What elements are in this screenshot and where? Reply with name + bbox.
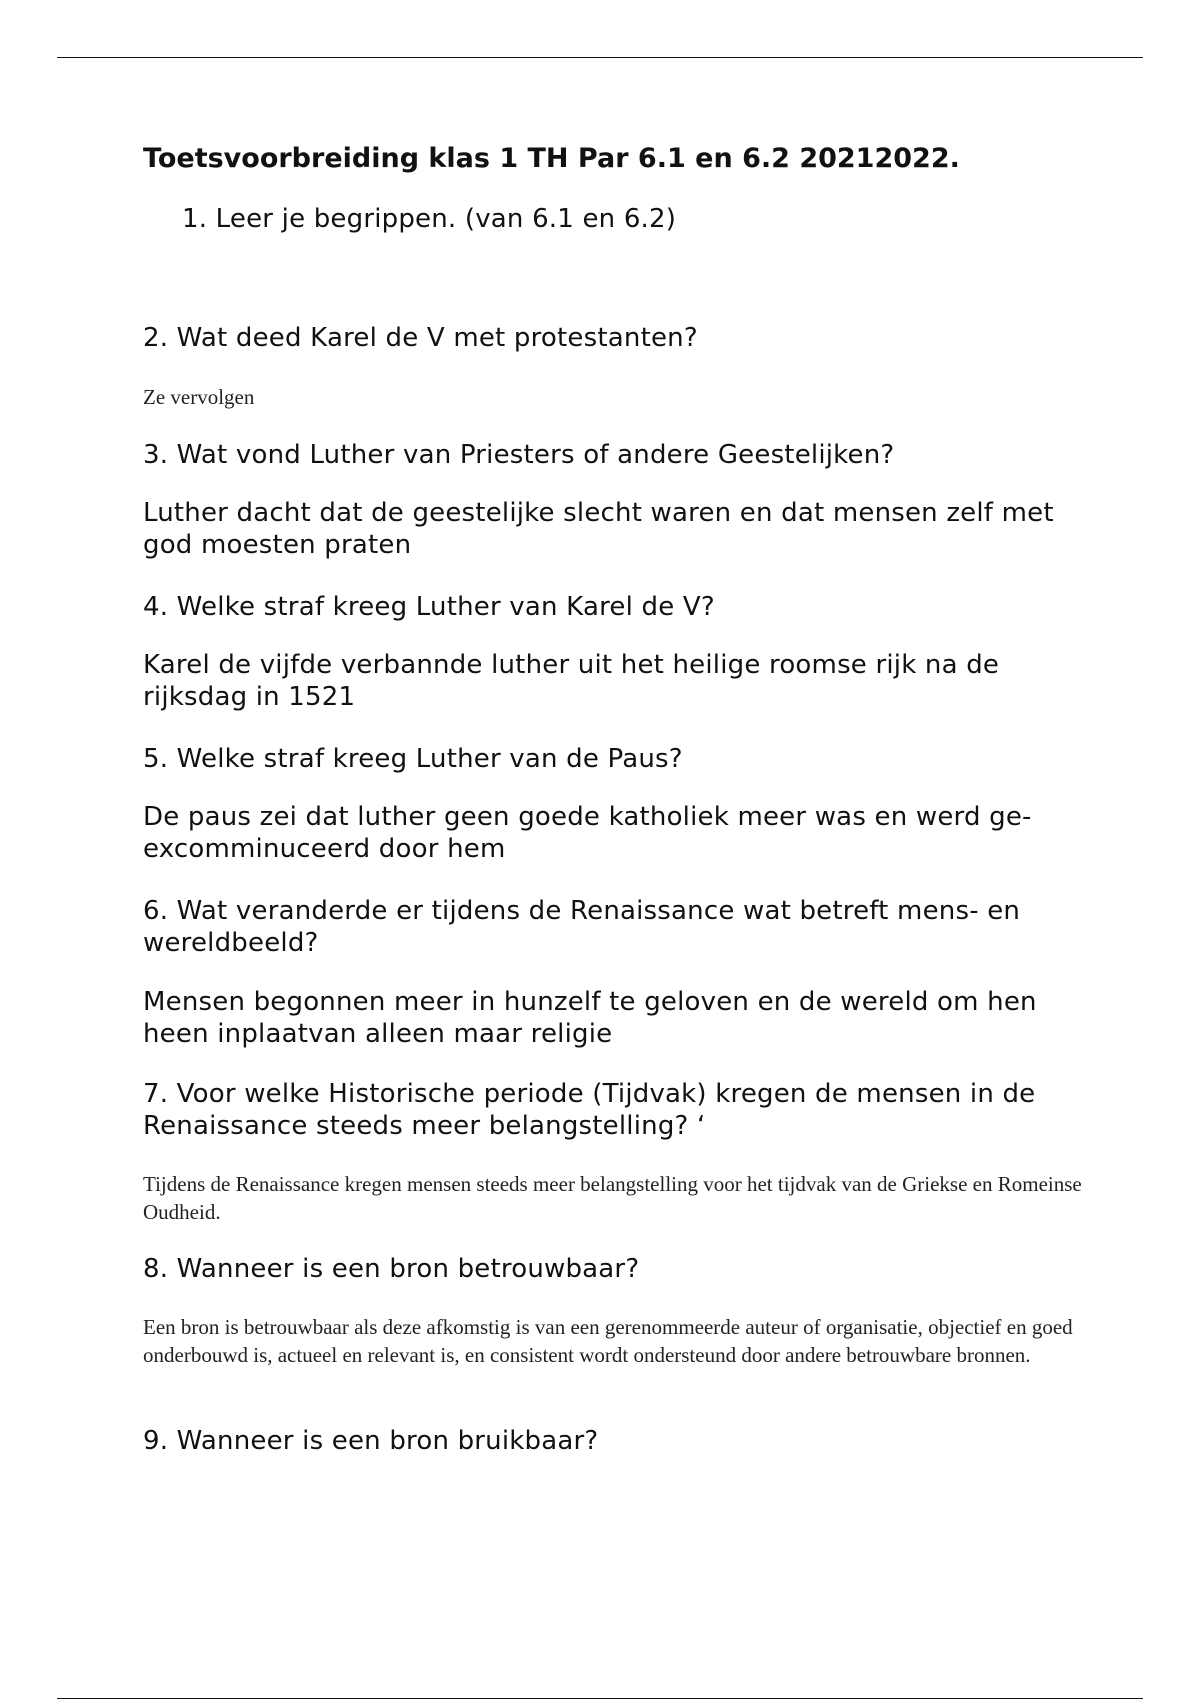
answer-4: Karel de vijfde verbannde luther uit het heilige roomse rijk na de rijksdag in 1521	[143, 650, 1000, 712]
document-title: Toetsvoorbreiding klas 1 TH Par 6.1 en 6.2 20212022.	[143, 143, 960, 174]
item-1-text: 1. Leer je begrippen. (van 6.1 en 6.2)	[182, 204, 677, 234]
question-2: 2. Wat deed Karel de V met protestanten?	[143, 323, 698, 353]
answer-3: Luther dacht dat de geestelijke slecht waren en dat mensen zelf met god moesten praten	[143, 498, 1054, 560]
top-rule	[57, 57, 1143, 58]
question-8: 8. Wanneer is een bron betrouwbaar?	[143, 1254, 640, 1284]
bottom-rule	[57, 1698, 1143, 1699]
question-9: 9. Wanneer is een bron bruikbaar?	[143, 1426, 599, 1456]
answer-6: Mensen begonnen meer in hunzelf te geloven en de wereld om hen heen inplaatvan alleen maar religie	[143, 987, 1037, 1049]
answer-5: De paus zei dat luther geen goede katholiek meer was en werd ge-excomminuceerd door hem	[143, 802, 1032, 864]
answer-7: Tijdens de Renaissance kregen mensen steeds meer belangstelling voor het tijdvak van de Griekse en Romeinse Oudheid.	[143, 1172, 1082, 1224]
question-7: 7. Voor welke Historische periode (Tijdvak) kregen de mensen in de Renaissance steeds meer belangstelling? ‘	[143, 1079, 1036, 1141]
question-4: 4. Welke straf kreeg Luther van Karel de V?	[143, 592, 715, 622]
question-3: 3. Wat vond Luther van Priesters of andere Geestelijken?	[143, 440, 895, 470]
question-5: 5. Welke straf kreeg Luther van de Paus?	[143, 744, 683, 774]
answer-8: Een bron is betrouwbaar als deze afkomstig is van een gerenommeerde auteur of organisatie, objectief en goed onderbouwd is, actueel en relevant is, en consistent wordt ondersteund door andere betrouwbare bronnen.	[143, 1315, 1073, 1367]
answer-2: Ze vervolgen	[143, 385, 255, 409]
question-6: 6. Wat veranderde er tijdens de Renaissance wat betreft mens- en wereldbeeld?	[143, 896, 1021, 958]
